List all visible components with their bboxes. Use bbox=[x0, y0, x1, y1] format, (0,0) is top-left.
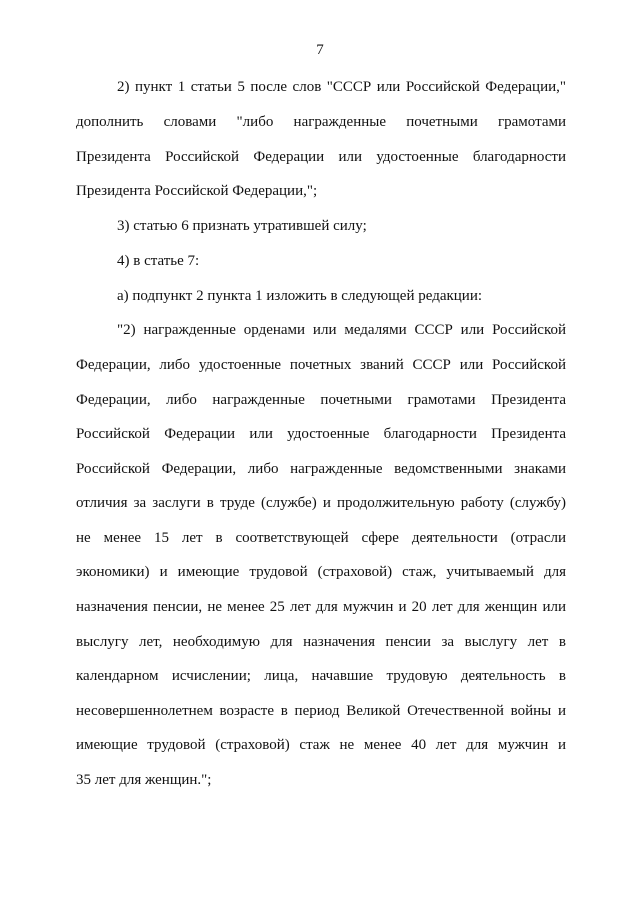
paragraph-5-line-11: календарном исчислении; лица, начавшие трудовую деятельность в bbox=[76, 668, 566, 684]
paragraph-5-line-6: отличия за заслуги в труде (службе) и продолжительную работу (службу) bbox=[76, 495, 566, 511]
paragraph-5-line-13: имеющие трудовой (страховой) стаж не менее 40 лет для мужчин и bbox=[76, 737, 566, 753]
paragraph-5-line-3: Федерации, либо награжденные почетными грамотами Президента bbox=[76, 392, 566, 408]
paragraph-1-line-2: дополнить словами "либо награжденные почетными грамотами bbox=[76, 114, 566, 130]
paragraph-1-line-1: 2) пункт 1 статьи 5 после слов "СССР или Российской Федерации," bbox=[117, 79, 566, 95]
paragraph-5-line-12: несовершеннолетнем возрасте в период Великой Отечественной войны и bbox=[76, 703, 566, 719]
paragraph-4-line-1: а) подпункт 2 пункта 1 изложить в следующей редакции: bbox=[117, 288, 483, 304]
paragraph-5-line-14: 35 лет для женщин."; bbox=[76, 772, 212, 788]
paragraph-5-line-9: назначения пенсии, не менее 25 лет для мужчин и 20 лет для женщин или bbox=[76, 599, 566, 615]
paragraph-5-line-4: Российской Федерации или удостоенные благодарности Президента bbox=[76, 426, 566, 442]
page-number: 7 bbox=[316, 42, 324, 58]
paragraph-2-line-1: 3) статью 6 признать утратившей силу; bbox=[117, 218, 367, 234]
paragraph-5-line-2: Федерации, либо удостоенные почетных званий СССР или Российской bbox=[76, 357, 566, 373]
paragraph-5-line-7: не менее 15 лет в соответствующей сфере деятельности (отрасли bbox=[76, 530, 566, 546]
paragraph-1-line-3: Президента Российской Федерации или удостоенные благодарности bbox=[76, 149, 566, 165]
paragraph-3-line-1: 4) в статье 7: bbox=[117, 253, 200, 269]
paragraph-5-line-8: экономики) и имеющие трудовой (страховой) стаж, учитываемый для bbox=[76, 564, 566, 580]
paragraph-5-line-10: выслугу лет, необходимую для назначения пенсии за выслугу лет в bbox=[76, 634, 566, 650]
paragraph-5-line-5: Российской Федерации, либо награжденные ведомственными знаками bbox=[76, 461, 566, 477]
paragraph-5-line-1: "2) награжденные орденами или медалями СССР или Российской bbox=[117, 322, 566, 338]
paragraph-1-line-4: Президента Российской Федерации,"; bbox=[76, 183, 318, 199]
